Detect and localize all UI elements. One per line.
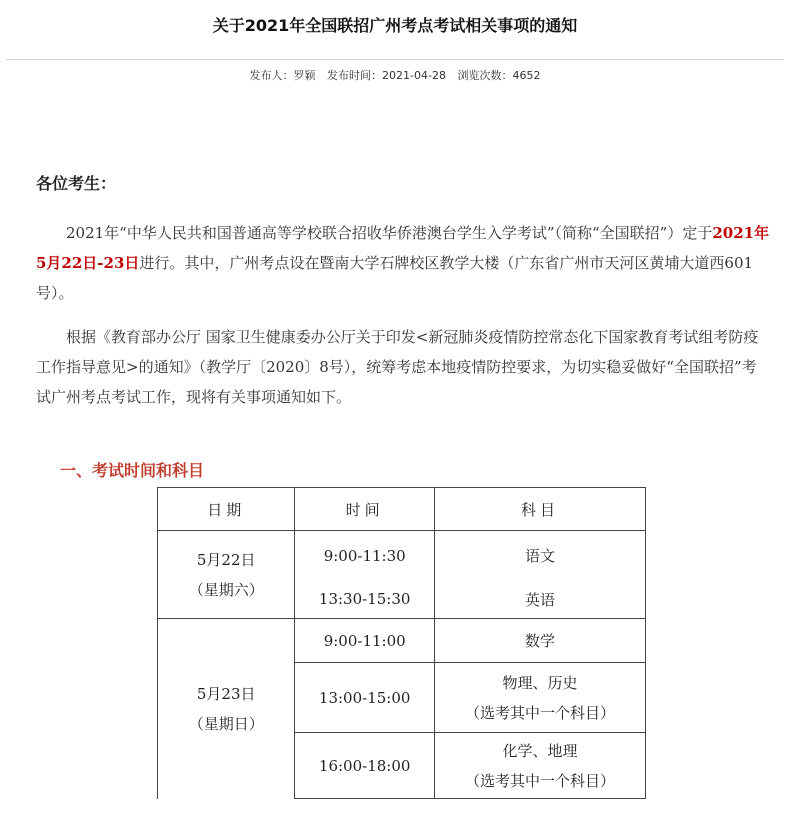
date-cell-day1 xyxy=(158,531,295,619)
time-cell: 9:00-11:00 xyxy=(295,619,435,663)
subject-name: 化学、地理 xyxy=(502,741,578,760)
publish-time-text: 发布时间：2021-04-28 xyxy=(327,69,446,82)
greeting: 各位考生： xyxy=(36,174,117,193)
subject-cell xyxy=(434,733,645,799)
table-row xyxy=(158,619,646,663)
table-row xyxy=(158,531,646,581)
section-heading-exam-time: 一、考试时间和科目 xyxy=(60,461,205,480)
title-divider xyxy=(6,59,784,60)
date-day2: 5月23日 xyxy=(196,684,256,703)
paragraph-intro xyxy=(36,218,771,308)
exam-date-highlight: 2021年5月22日-23日 xyxy=(36,224,770,272)
paragraph-basis: 根据《教育部办公厅 国家卫生健康委办公厅关于印发<新冠肺炎疫情防控常态化下国家教育考试组考防疫工作指导意见>的通知》（教学厅〔2020〕8号），统筹考虑本地疫情防控要求，为切实稳妥做好“全国联招”考试广州考点考试工作，现将有关事项通知如下。 xyxy=(36,328,759,406)
subject-cell xyxy=(434,663,645,733)
weekday-day1: （星期六） xyxy=(188,580,264,599)
subject-note: （选考其中一个科目） xyxy=(464,703,615,722)
subject-cell: 英语 xyxy=(434,581,645,619)
header-subject: 科目 xyxy=(434,488,645,531)
time-cell: 16:00-18:00 xyxy=(295,733,435,799)
article-meta xyxy=(0,67,790,83)
page-title: 关于2021年全国联招广州考点考试相关事项的通知 xyxy=(212,16,578,35)
time-cell: 13:00-15:00 xyxy=(295,663,435,733)
publisher-text: 发布人：罗颖 xyxy=(249,69,316,82)
subject-note: （选考其中一个科目） xyxy=(464,771,615,790)
time-cell: 13:30-15:30 xyxy=(295,581,435,619)
time-cell: 9:00-11:30 xyxy=(295,531,435,581)
table-header-row xyxy=(158,488,646,531)
date-day1: 5月22日 xyxy=(196,550,256,569)
subject-cell: 数学 xyxy=(434,619,645,663)
header-date: 日期 xyxy=(158,488,295,531)
paragraph-intro-part1: 2021年“中华人民共和国普通高等学校联合招收华侨港澳台学生入学考试”（简称“全国联招”）定于 xyxy=(66,224,713,242)
view-count-text: 浏览次数：4652 xyxy=(457,69,541,82)
subject-cell: 语文 xyxy=(434,531,645,581)
header-time: 时间 xyxy=(295,488,435,531)
weekday-day2: （星期日） xyxy=(188,714,264,733)
exam-schedule-table xyxy=(157,487,646,799)
date-cell-day2 xyxy=(158,619,295,799)
subject-name: 物理、历史 xyxy=(502,673,578,692)
paragraph-intro-part2: 进行。其中，广州考点设在暨南大学石牌校区教学大楼（广东省广州市天河区黄埔大道西601号）。 xyxy=(36,254,754,302)
